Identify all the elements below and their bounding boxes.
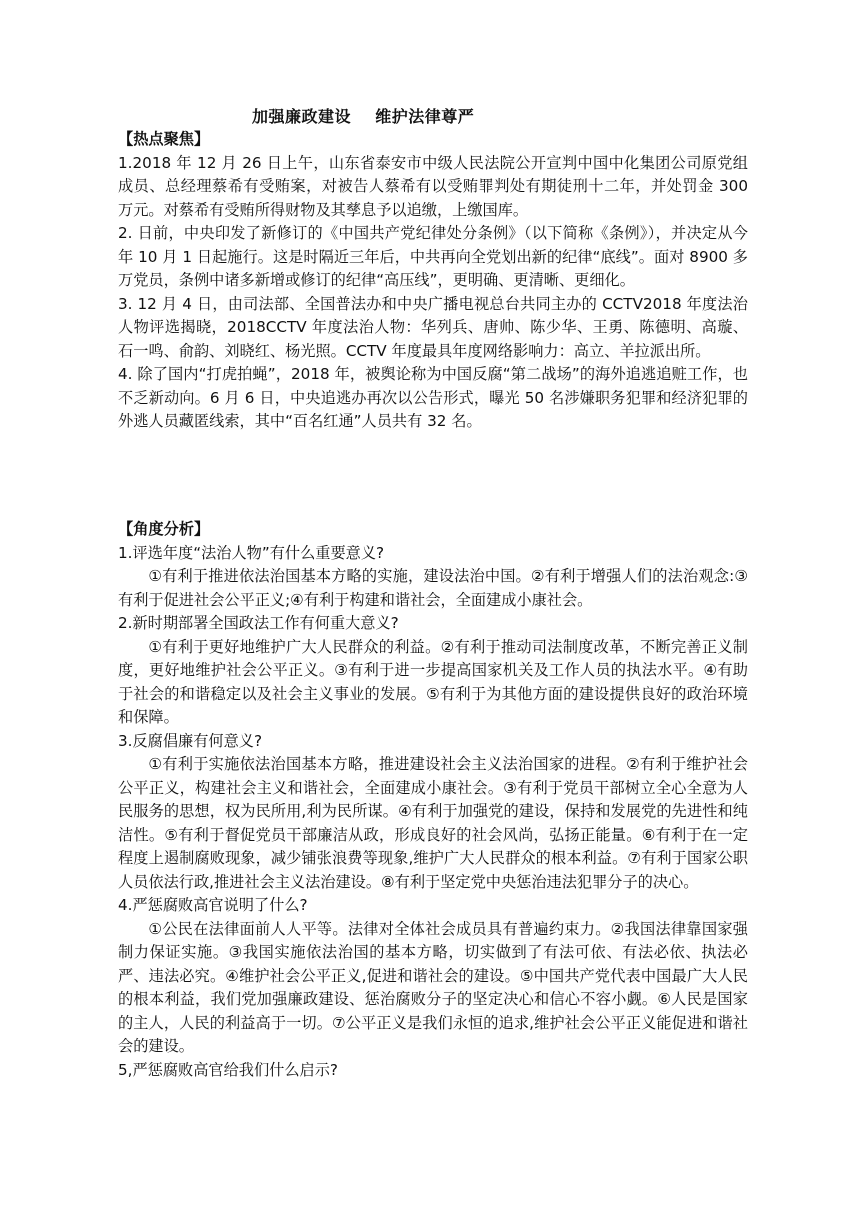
question-1: 1.评选年度“法治人物”有什么重要意义? xyxy=(118,543,385,562)
answer-3: ①有利于实施依法治国基本方略，推进建设社会主义法治国家的进程。②有利于维护社会公平正义，构建社会主义和谐社会，全面建成小康社会。③有利于党员干部树立全心全意为人民服务的思想，权为民所用,利为民所谋。④有利于加强党的建设，保持和发展党的先进性和纯洁性。⑤有利于督促党员干部廉洁从政，形成良好的社会风尚，弘扬正能量。⑥有利于在一定程度上遏制腐败现象，减少铺张浪费等现象,维护广大人民群众的根本利益。⑦有利于国家公职人员依法行政,推进社会主义法治建设。⑧有利于坚定党中央惩治违法犯罪分子的决心。 xyxy=(118,755,748,891)
answer-2: ①有利于更好地维护广大人民群众的利益。②有利于推动司法制度改革，不断完善正义制度，更好地维护社会公平正义。③有利于进一步提高国家机关及工作人员的执法水平。④有助于社会的和谐稳定以及社会主义事业的发展。⑤有利于为其他方面的建设提供良好的政治环境和保障。 xyxy=(118,637,748,726)
question-2: 2.新时期部署全国政法工作有何重大意义? xyxy=(118,614,399,632)
section-analysis xyxy=(118,518,748,1082)
question-5: 5,严惩腐败高官给我们什么启示? xyxy=(118,1060,338,1079)
answer-4: ①公民在法律面前人人平等。法律对全体社会成员具有普遍约束力。②我国法律靠国家强制力保证实施。③我国实施依法治国的基本方略，切实做到了有法可依、有法必依、执法必严、违法必究。④维护社会公平正义,促进和谐社会的建设。⑤中国共产党代表中国最广大人民的根本利益，我们党加强廉政建设、惩治腐败分子的坚定决心和信心不容小觑。⑥人民是国家的主人，人民的利益高于一切。⑦公平正义是我们永恒的追求,维护社会公平正义能促进和谐社会的建设。 xyxy=(118,919,748,1055)
hotspot-item-2: 2. 日前，中央印发了新修订的《中国共产党纪律处分条例》（以下简称《条例》），并决定从今年 10 月 1 日起施行。这是时隔近三年后，中共再向全党划出新的纪律“底线”。面对 8900 多万党员，条例中诸多新增或修订的纪律“高压线”，更明确、更清晰、更细化。 xyxy=(118,224,748,289)
hotspot-item-1: 1.2018 年 12 月 26 日上午，山东省泰安市中级人民法院公开宣判中国中化集团公司原党组成员、总经理蔡希有受贿案，对被告人蔡希有以受贿罪判处有期徒刑十二年，并处罚金 300 万元。对蔡希有受贿所得财物及其孳息予以追缴，上缴国库。 xyxy=(118,153,748,219)
section-hotspot xyxy=(118,128,748,434)
section-heading-hotspot: 【热点聚焦】 xyxy=(118,130,210,148)
section-heading-analysis: 【角度分析】 xyxy=(118,520,210,538)
document-title: 加强廉政建设 维护法律尊严 xyxy=(252,107,475,126)
hotspot-item-3: 3. 12 月 4 日，由司法部、全国普法办和中央广播电视总台共同主办的 CCTV2018 年度法治人物评选揭晓，2018CCTV 年度法治人物：华列兵、唐帅、陈少华、王勇、陈德明、高璇、石一鸣、俞韵、刘晓红、杨光照。CCTV 年度最具年度网络影响力：高立、羊拉派出所。 xyxy=(118,294,748,360)
question-3: 3.反腐倡廉有何意义? xyxy=(118,731,263,750)
question-4: 4.严惩腐败高官说明了什么? xyxy=(118,896,308,914)
hotspot-item-4: 4. 除了国内“打虎拍蝇”，2018 年，被舆论称为中国反腐“第二战场”的海外追逃追赃工作，也不乏新动向。6 月 6 日，中央追逃办再次以公告形式，曝光 50 名涉嫌职务犯罪和经济犯罪的外逃人员藏匿线索，其中“百名红通”人员共有 32 名。 xyxy=(118,365,748,430)
answer-1: ①有利于推进依法治国基本方略的实施，建设法治中国。②有利于增强人们的法治观念:③有利于促进社会公平正义;④有利于构建和谐社会，全面建成小康社会。 xyxy=(118,567,748,609)
